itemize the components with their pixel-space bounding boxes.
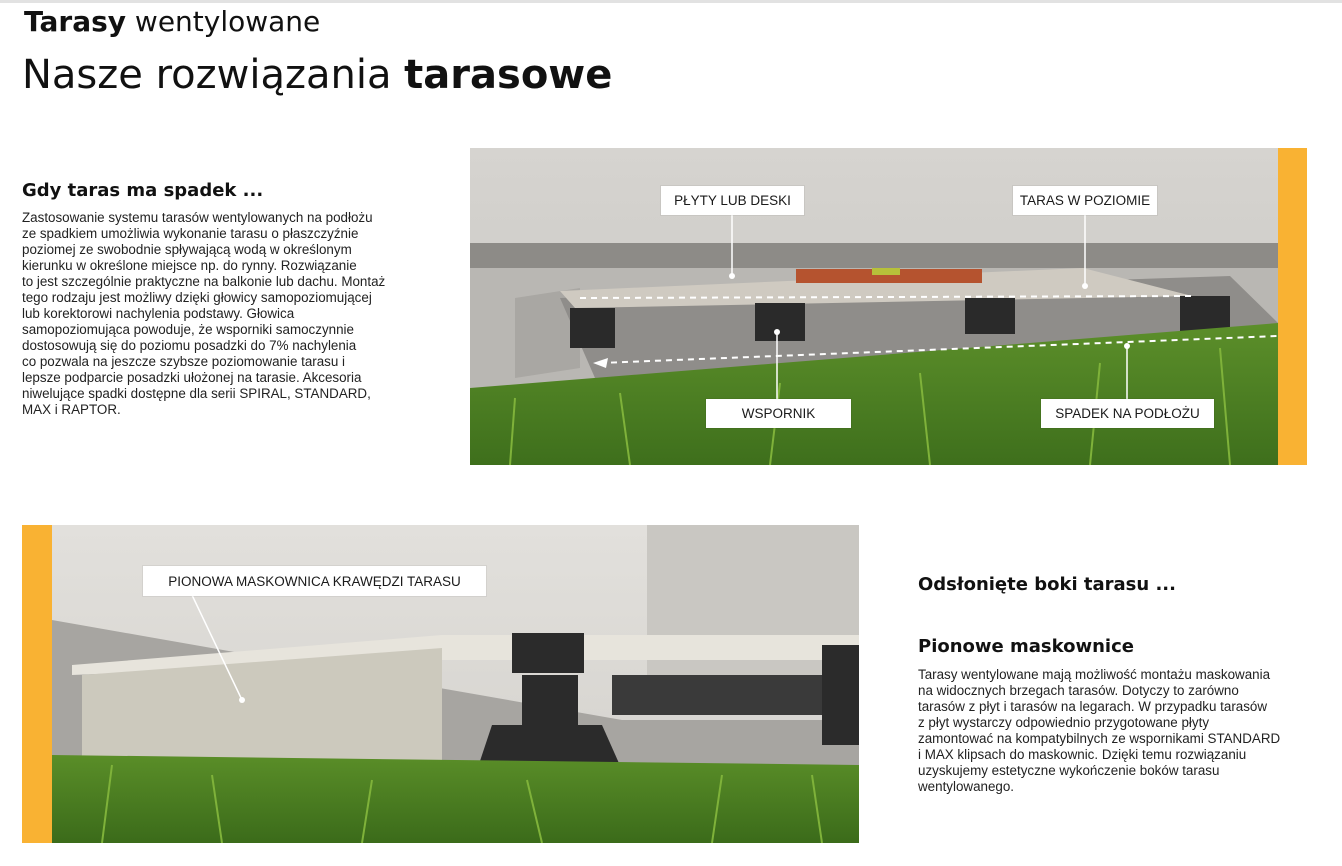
terrace-slope-photo [470,148,1307,465]
section1-heading: Gdy taras ma spadek ... [22,180,264,201]
label-slope: SPADEK NA PODŁOŻU [1041,399,1214,428]
title-bold: tarasowe [404,52,613,98]
title-light: Nasze rozwiązania [22,52,405,98]
label-mask: PIONOWA MASKOWNICA KRAWĘDZI TARASU [143,566,486,596]
accent-bar-right [1278,148,1307,465]
terrace-mask-photo [22,525,859,843]
page-kicker [24,4,320,40]
section2-subheading: Pionowe maskownice [918,636,1134,657]
page-title [22,50,612,100]
accent-bar-left [22,525,52,843]
label-support: WSPORNIK [706,399,851,428]
section2-body: Tarasy wentylowane mają możliwość montażu maskowania na widocznych brzegach tarasów. Dotyczy to zarówno tarasów z płyt i tarasów na legarach. W przypadku tarasów z płyt wystarczy odpowiednio przygotowane płyty zamontować na kompatybilnych ze wspornikami STANDARD i MAX klipsach do maskownic. Dzięki temu rozwiązaniu uzyskujemy estetyczne wykończenie boków tarasu wentylowanego. [918,667,1281,794]
label-tiles: PŁYTY LUB DESKI [661,186,804,215]
label-level-terrace: TARAS W POZIOMIE [1013,186,1157,215]
section2-heading: Odsłonięte boki tarasu ... [918,574,1176,595]
kicker-light: wentylowane [126,5,321,38]
kicker-bold: Tarasy [24,5,127,38]
section1-body: Zastosowanie systemu tarasów wentylowanych na podłożu ze spadkiem umożliwia wykonanie tarasu o płaszczyźnie poziomej ze swobodnie spływającą wodą w określonym kierunku w określone miejsce np. do rynny. Rozwiązanie to jest szczególnie praktyczne na balkonie lub dachu. Montaż tego rodzaju jest możliwy dzięki głowicy samopoziomującej lub korektorowi nachylenia podstawy. Głowica samopoziomująca powoduje, że wsporniki samoczynnie dostosowują się do poziomu posadzki do 7% nachylenia co pozwala na jeszcze szybsze poziomowanie tarasu i lepsze podparcie posadzki ułożonej na tarasie. Akcesoria niwelujące spadki dostępne dla serii SPIRAL, STANDARD, MAX i RAPTOR. [22,210,386,417]
top-rule [0,0,1342,3]
